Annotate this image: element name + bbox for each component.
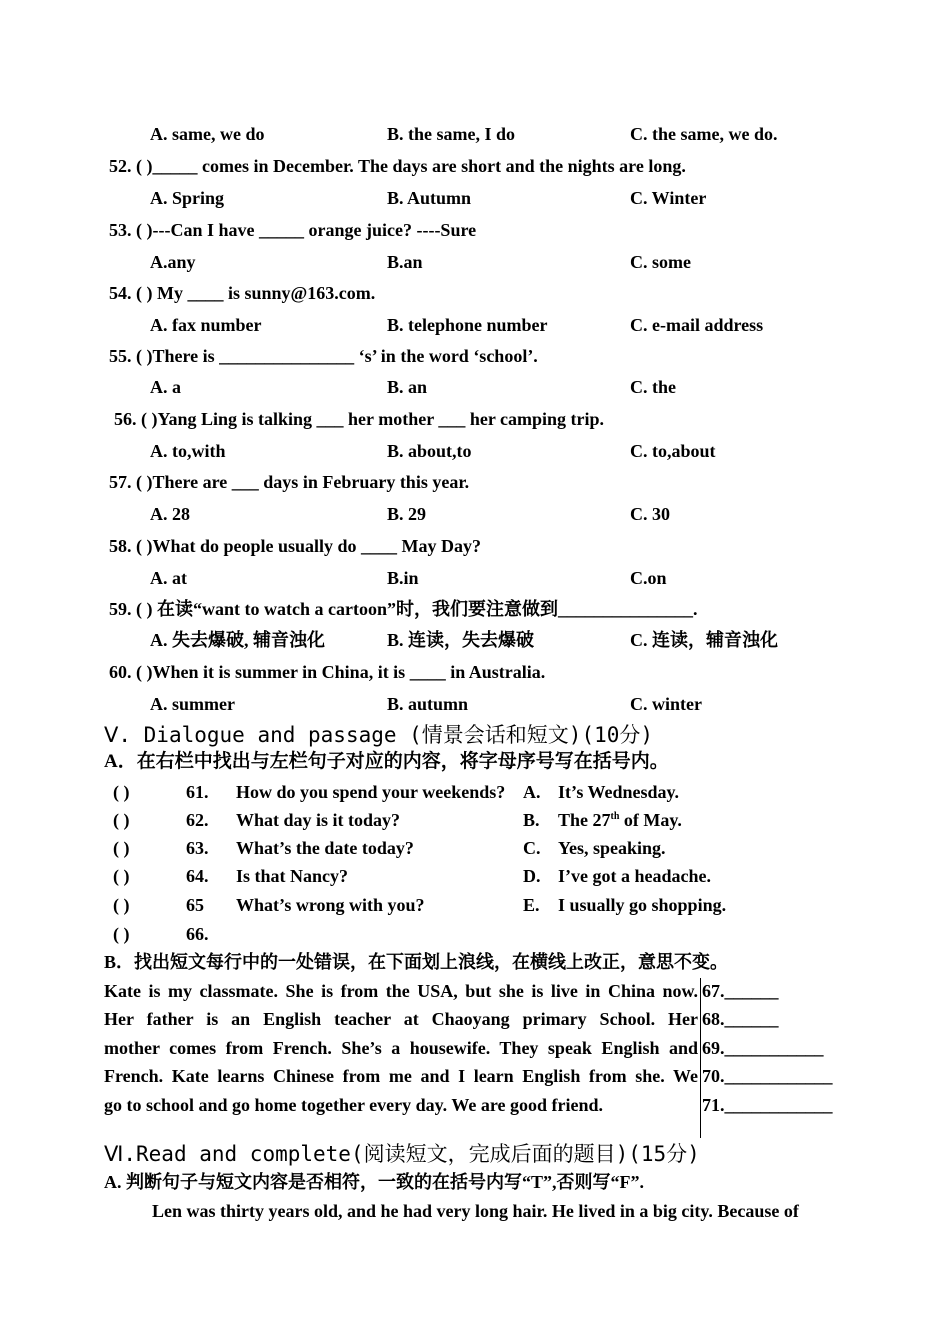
match-answer-c: Yes, speaking. [558,838,666,858]
match-answer-e: I usually go shopping. [558,895,727,915]
answer-blank-70[interactable]: 70.____________ [702,1066,833,1086]
q58-option-b: B.in [387,568,419,588]
match-paren-62: ( ) [113,810,130,830]
q54-option-b: B. telephone number [387,315,548,335]
match-question-61: How do you spend your weekends? [236,782,506,802]
match-num-62: 62. [186,810,209,830]
q56-option-a: A. to,with [150,441,226,461]
match-question-64: Is that Nancy? [236,866,349,886]
match-letter-a: A. [523,782,541,802]
match-answer-b-post: of May. [619,810,682,830]
q57-option-b: B. 29 [387,504,427,524]
q59-stem: 59. ( ) 在读“want to watch a cartoon”时，我们要注意做到_______________. [109,599,698,619]
passage-line-4: French. Kate learns Chinese from me and I learn English from she. We [104,1066,698,1086]
q52-stem: 52. ( )_____ comes in December. The days are short and the nights are long. [109,156,686,176]
q58-option-a: A. at [150,568,187,588]
q60-option-a: A. summer [150,694,235,714]
passage-line-2: Her father is an English teacher at Chaoyang primary School. Her [104,1009,698,1029]
q58-stem: 58. ( )What do people usually do ____ May Day? [109,536,482,556]
match-letter-c: C. [523,838,541,858]
match-letter-e: E. [523,895,540,915]
q60-option-b: B. autumn [387,694,469,714]
match-question-63: What’s the date today? [236,838,414,858]
match-answer-a: It’s Wednesday. [558,782,680,802]
match-num-63: 63. [186,838,209,858]
passage-line-1: Kate is my classmate. She is from the USA, but she is live in China now. [104,981,698,1001]
q59-option-b: B. 连读，失去爆破 [387,630,535,650]
q52-option-b: B. Autumn [387,188,472,208]
match-num-61: 61. [186,782,209,802]
q53-option-c: C. some [630,252,691,272]
q55-option-c: C. the [630,377,676,397]
q51-option-a: A. same, we do [150,124,265,144]
q54-option-c: C. e-mail address [630,315,764,335]
answer-blank-68[interactable]: 68.______ [702,1009,779,1029]
q53-stem: 53. ( )---Can I have _____ orange juice? ----Sure [109,220,477,240]
q51-option-c: C. the same, we do. [630,124,778,144]
q60-stem: 60. ( )When it is summer in China, it is ____ in Australia. [109,662,546,682]
match-paren-65: ( ) [113,895,130,915]
answer-column-divider [700,978,701,1138]
q52-option-c: C. Winter [630,188,707,208]
match-letter-d: D. [523,866,541,886]
q52-option-a: A. Spring [150,188,225,208]
q53-option-a: A.any [150,252,196,272]
match-num-66: 66. [186,924,209,944]
q57-stem: 57. ( )There are ___ days in February this year. [109,472,470,492]
match-letter-b: B. [523,810,540,830]
section-5-part-a-instruction: A．在右栏中找出与左栏句子对应的内容，将字母序号写在括号内。 [104,751,669,772]
match-paren-63: ( ) [113,838,130,858]
match-question-62: What day is it today? [236,810,401,830]
q58-option-c: C.on [630,568,667,588]
answer-blank-69[interactable]: 69.___________ [702,1038,824,1058]
answer-blank-71[interactable]: 71.____________ [702,1095,833,1115]
answer-blank-67[interactable]: 67.______ [702,981,779,1001]
reading-passage-line-1: Len was thirty years old, and he had very long hair. He lived in a big city. Because of [152,1201,799,1221]
q59-option-a: A. 失去爆破, 辅音浊化 [150,630,325,650]
match-answer-b-pre: The 27 [558,810,611,830]
match-paren-64: ( ) [113,866,130,886]
passage-line-3: mother comes from French. She’s a housewife. They speak English and [104,1038,698,1058]
section-6-part-a-instruction: A. 判断句子与短文内容是否相符，一致的在括号内写“T”,否则写“F”. [104,1172,644,1192]
q56-stem: 56. ( )Yang Ling is talking ___ her mother ___ her camping trip. [114,409,605,429]
section-6-title: Ⅵ.Read and complete(阅读短文，完成后面的题目)(15分) [104,1142,700,1166]
q55-option-a: A. a [150,377,181,397]
q59-option-c: C. 连读，辅音浊化 [630,630,778,650]
q60-option-c: C. winter [630,694,702,714]
match-answer-d: I’ve got a headache. [558,866,711,886]
q55-stem: 55. ( )There is _______________ ‘s’ in the word ‘school’. [109,346,538,366]
q54-option-a: A. fax number [150,315,262,335]
q57-option-c: C. 30 [630,504,670,524]
match-answer-b [558,809,682,831]
q56-option-b: B. about,to [387,441,472,461]
section-5-title: Ⅴ. Dialogue and passage (情景会话和短文)(10分) [104,723,654,747]
match-num-65: 65 [186,895,204,915]
q51-option-b: B. the same, I do [387,124,516,144]
section-5-part-b-instruction: B．找出短文每行中的一处错误，在下面划上浪线，在横线上改正，意思不变。 [104,952,729,972]
q55-option-b: B. an [387,377,428,397]
match-paren-61: ( ) [113,782,130,802]
q56-option-c: C. to,about [630,441,716,461]
match-paren-66: ( ) [113,924,130,944]
match-question-65: What’s wrong with you? [236,895,425,915]
q57-option-a: A. 28 [150,504,190,524]
q54-stem: 54. ( ) My ____ is sunny@163.com. [109,283,376,303]
passage-line-5: go to school and go home together every day. We are good friend. [104,1095,603,1115]
match-num-64: 64. [186,866,209,886]
match-answer-b-sup: th [610,811,620,822]
q53-option-b: B.an [387,252,423,272]
